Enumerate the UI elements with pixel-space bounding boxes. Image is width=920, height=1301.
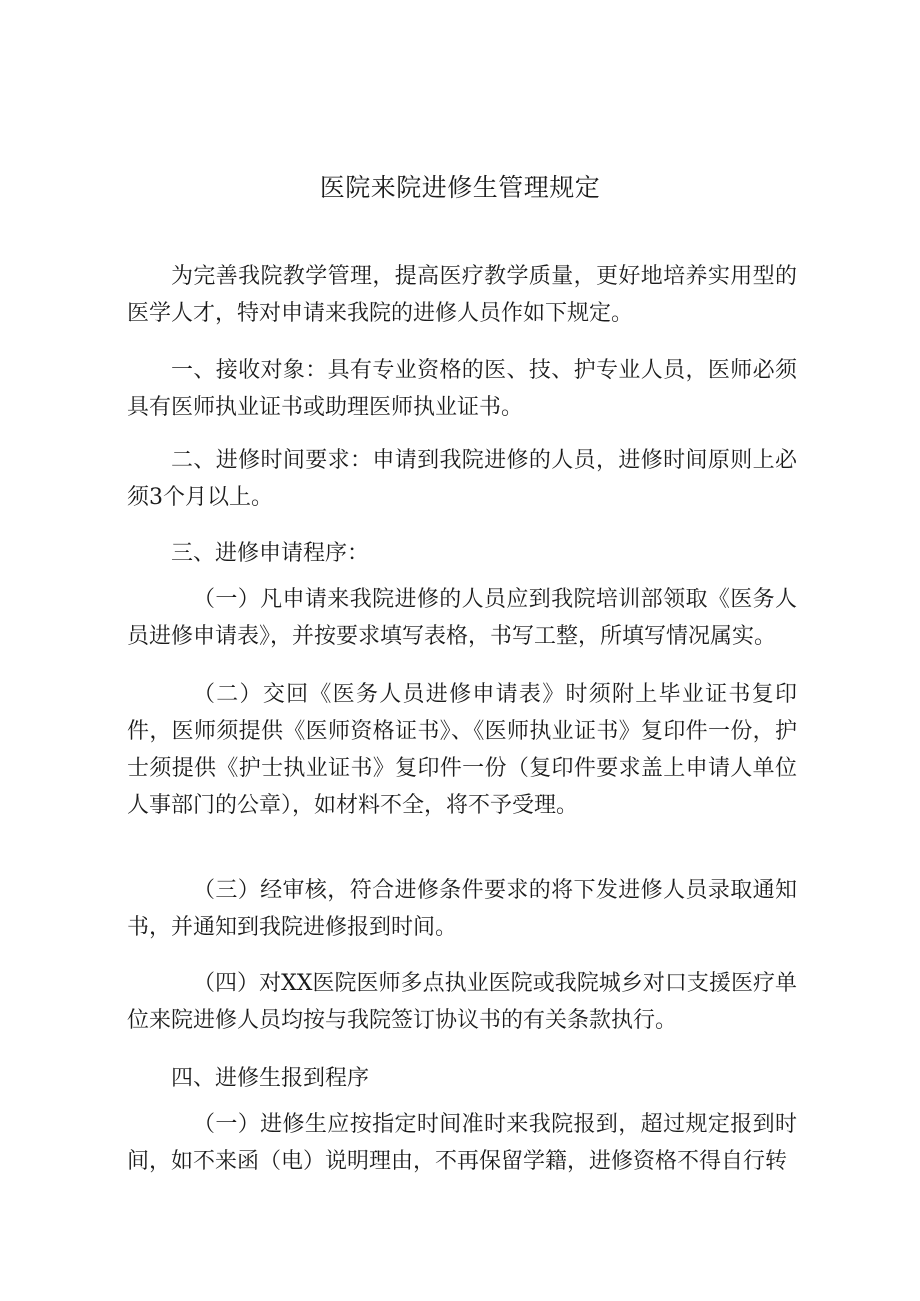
paragraph-section-3-heading: 三、进修申请程序： — [171, 541, 370, 566]
paragraph-section-3-item-2: （二）交回《医务人员进修申请表》时须附上毕业证书复印件，医师须提供《医师资格证书》、《医师执业证书》复印件一份，护士须提供《护士执业证书》复印件一份（复印件要求盖上申请人单位人事部门的公章），如材料不全，将不予受理。 — [127, 682, 797, 818]
paragraph-section-1: 一、接收对象：具有专业资格的医、技、护专业人员，医师必须具有医师执业证书或助理医师执业证书。 — [127, 358, 797, 420]
document-title: 医院来院进修生管理规定 — [319, 173, 601, 202]
paragraph-section-4-heading: 四、进修生报到程序 — [171, 1066, 370, 1091]
paragraph-intro: 为完善我院教学管理，提高医疗教学质量，更好地培养实用型的医学人才，特对申请来我院的进修人员作如下规定。 — [127, 264, 797, 326]
paragraph-section-3-item-1: （一）凡申请来我院进修的人员应到我院培训部领取《医务人员进修申请表》，并按要求填写表格，书写工整，所填写情况属实。 — [127, 587, 797, 649]
paragraph-section-4-item-1: （一）进修生应按指定时间准时来我院报到，超过规定报到时间，如不来函（电）说明理由，不再保留学籍，进修资格不得自行转 — [127, 1112, 797, 1174]
paragraph-section-3-item-4: （四）对XX医院医师多点执业医院或我院城乡对口支援医疗单位来院进修人员均按与我院签订协议书的有关条款执行。 — [127, 971, 797, 1033]
paragraph-section-3-item-3: （三）经审核，符合进修条件要求的将下发进修人员录取通知书，并通知到我院进修报到时间。 — [127, 878, 797, 940]
paragraph-section-2: 二、进修时间要求：申请到我院进修的人员，进修时间原则上必须3个月以上。 — [127, 448, 797, 510]
